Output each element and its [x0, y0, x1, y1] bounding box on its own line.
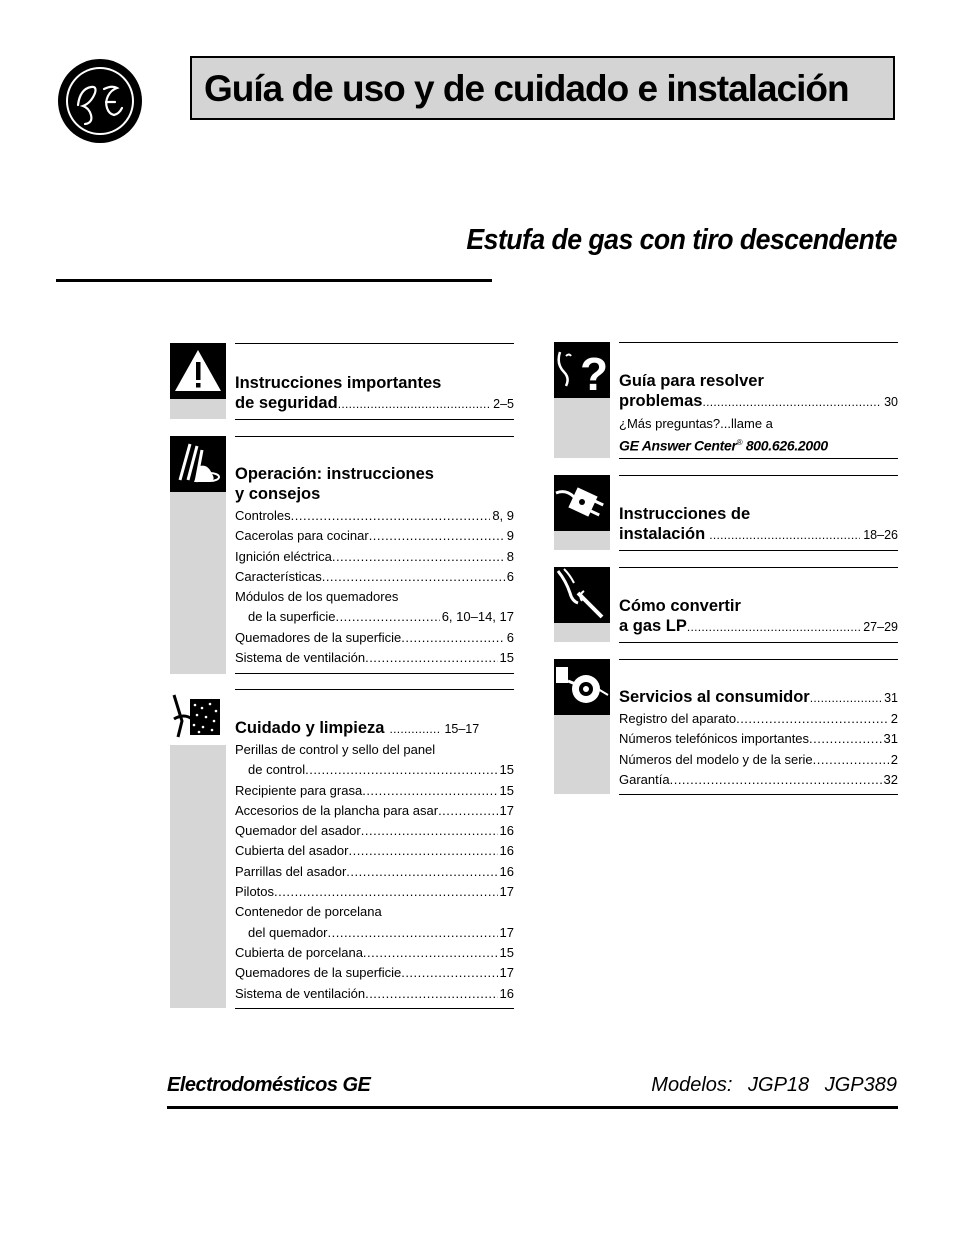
section-heading: Instrucciones de — [619, 505, 751, 523]
model-1: JGP18 — [748, 1074, 810, 1096]
section-heading: Cómo convertir — [619, 597, 741, 615]
hand-pressing-knob-icon — [170, 436, 226, 492]
section-heading: Operación: instrucciones — [235, 465, 434, 483]
toc-row: Características ..... 6 — [235, 567, 514, 587]
toc-row: Accesorios de la plancha para asar ..... 17 — [235, 801, 514, 821]
section-bar — [170, 745, 226, 1008]
section-pages: 15–17 — [444, 722, 480, 736]
answer-center-phone: 800.626.2000 — [745, 437, 828, 454]
toc-row: Módulos de los quemadores — [235, 589, 399, 605]
section-pages: 18–26 — [863, 528, 898, 542]
section-pages: 2–5 — [493, 397, 514, 411]
section-heading: Servicios al consumidor — [619, 688, 810, 706]
section-bar — [170, 492, 226, 674]
more-questions-note: ¿Más preguntas?...llame a — [619, 416, 773, 431]
section-bar — [554, 398, 610, 458]
answer-center-name: GE Answer Center — [619, 437, 737, 454]
toc-row: Cacerolas para cocinar ..... 9 — [235, 526, 514, 546]
section-heading-2: problemas — [619, 392, 703, 410]
section-content — [619, 659, 898, 795]
section-bar — [554, 531, 610, 550]
section-heading-2: y consejos — [235, 485, 321, 503]
toc-row: Controles ..... 8, 9 — [235, 506, 514, 526]
page-subtitle: Estufa de gas con tiro descendente — [466, 224, 897, 256]
section-content — [235, 436, 514, 674]
toc-row: Recipiente para grasa ..... 15 — [235, 781, 514, 801]
toc-row: Garantía ..... 32 — [619, 770, 898, 790]
section-pages: 31 — [884, 691, 898, 705]
toc-row: Pilotos ..... 17 — [235, 882, 514, 902]
bottom-rule — [167, 1106, 898, 1109]
section-content — [619, 475, 898, 551]
answer-center-line: GE Answer Center® 800.626.2000 — [619, 437, 828, 454]
toc-row: Perillas de control y sello del panel — [235, 742, 436, 757]
warning-triangle-icon — [170, 343, 226, 399]
models-label: Modelos: — [651, 1074, 733, 1096]
toc-row: Quemador del asador ..... 16 — [235, 821, 514, 841]
section-content — [619, 567, 898, 643]
electric-plug-icon — [554, 475, 610, 531]
toc-row: Parrillas del asador ..... 16 — [235, 862, 514, 882]
section-bar — [554, 623, 610, 642]
toc-row: Registro del aparato ..... 2 — [619, 709, 898, 729]
question-mark-icon — [554, 342, 610, 398]
toc-row: Quemadores de la superficie ..... 6 — [235, 628, 514, 648]
section-heading-line — [619, 524, 898, 545]
toc-row: del quemador ..... 17 — [235, 923, 514, 943]
hand-screwdriver-icon — [554, 567, 610, 623]
section-content — [235, 343, 514, 420]
section-heading-2: instalación — [619, 525, 706, 543]
toc-row: Ignición eléctrica ..... 8 — [235, 547, 514, 567]
section-content — [619, 342, 898, 459]
section-heading: Cuidado y limpieza — [235, 719, 385, 737]
title-box — [190, 56, 895, 120]
section-content — [235, 689, 514, 1009]
toc-row: de la superficie ..... 6, 10–14, 17 — [235, 607, 514, 627]
svg-text:?: ? — [580, 348, 609, 398]
section-heading-2: de seguridad — [235, 394, 338, 412]
toc-row: Sistema de ventilación ..... 15 — [235, 648, 514, 668]
toc-row: Cubierta del asador ..... 16 — [235, 841, 514, 861]
hand-tape-icon — [554, 659, 610, 715]
section-heading-line — [619, 616, 898, 637]
section-heading: Guía para resolver — [619, 372, 764, 390]
section-heading-line — [235, 718, 514, 739]
section-pages: 30 — [884, 395, 898, 409]
toc-row: Cubierta de porcelana ..... 15 — [235, 943, 514, 963]
toc-row: Números telefónicos importantes ..... 31 — [619, 729, 898, 749]
top-rule — [56, 279, 492, 282]
toc-row: Quemadores de la superficie ..... 17 — [235, 963, 514, 983]
section-bar — [554, 715, 610, 794]
footer-brand: Electrodomésticos GE — [167, 1074, 371, 1096]
page-title: Guía de uso y de cuidado e instalación — [204, 68, 849, 109]
section-heading-line — [619, 687, 898, 708]
model-2: JGP389 — [824, 1074, 897, 1096]
section-pages: 27–29 — [863, 620, 898, 634]
section-heading-line — [619, 391, 898, 412]
toc-row: de control ..... 15 — [235, 760, 514, 780]
hand-sponge-icon — [170, 689, 226, 745]
toc-row: Sistema de ventilación ..... 16 — [235, 984, 514, 1004]
toc-row: Números del modelo y de la serie ..... 2 — [619, 750, 898, 770]
footer-models — [651, 1074, 897, 1097]
section-bar — [170, 399, 226, 419]
section-heading: Instrucciones importantes — [235, 374, 442, 392]
section-heading-2: a gas LP — [619, 617, 687, 635]
section-heading-line — [235, 393, 514, 414]
toc-row: Contenedor de porcelana — [235, 904, 382, 920]
ge-logo — [57, 58, 143, 144]
